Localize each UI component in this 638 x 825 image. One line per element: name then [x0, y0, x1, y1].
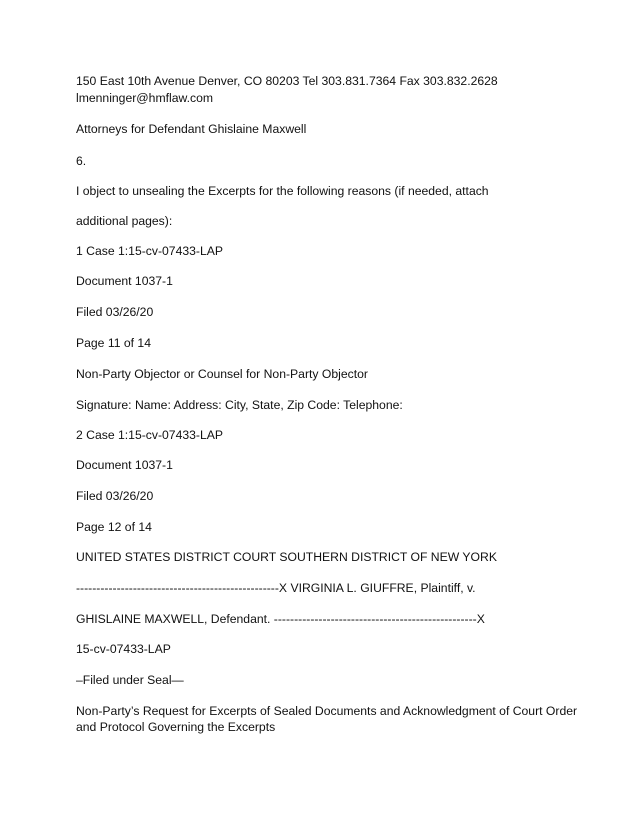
attorneys-line: Attorneys for Defendant Ghislaine Maxwell — [76, 122, 307, 136]
document-number-line-2: Document 1037-1 — [76, 458, 173, 472]
case-number-line-1: 1 Case 1:15-cv-07433-LAP — [76, 244, 224, 258]
signature-fields-line: Signature: Name: Address: City, State, Zip Code: Telephone: — [76, 398, 403, 412]
page-number-line-2: Page 12 of 14 — [76, 520, 152, 534]
objection-text-line-1: I object to unsealing the Excerpts for the following reasons (if needed, attach — [76, 184, 489, 198]
case-number-line-2: 2 Case 1:15-cv-07433-LAP — [76, 428, 224, 442]
filed-date-line-2: Filed 03/26/20 — [76, 489, 154, 503]
section-number: 6. — [76, 154, 87, 168]
request-title-line-1: Non-Party’s Request for Excerpts of Sealed Documents and Acknowledgment of Court Order — [76, 704, 578, 718]
defendant-caption-line: GHISLAINE MAXWELL, Defendant. --------------------------------------------------X — [76, 612, 485, 626]
court-caption-line: UNITED STATES DISTRICT COURT SOUTHERN DISTRICT OF NEW YORK — [76, 550, 497, 564]
request-title-line-2: and Protocol Governing the Excerpts — [76, 720, 276, 734]
document-number-line-1: Document 1037-1 — [76, 274, 173, 288]
filed-under-seal-line: –Filed under Seal— — [76, 673, 184, 687]
filed-date-line-1: Filed 03/26/20 — [76, 305, 154, 319]
objector-heading: Non-Party Objector or Counsel for Non-Party Objector — [76, 367, 368, 381]
objection-text-line-2: additional pages): — [76, 214, 173, 228]
firm-email-line: lmenninger@hmflaw.com — [76, 91, 214, 105]
civil-case-number: 15-cv-07433-LAP — [76, 642, 171, 656]
plaintiff-caption-line: --------------------------------------------------X VIRGINIA L. GIUFFRE, Plaintiff, v. — [76, 581, 476, 595]
page-number-line-1: Page 11 of 14 — [76, 336, 151, 350]
firm-address-line: 150 East 10th Avenue Denver, CO 80203 Tel 303.831.7364 Fax 303.832.2628 — [76, 74, 498, 88]
